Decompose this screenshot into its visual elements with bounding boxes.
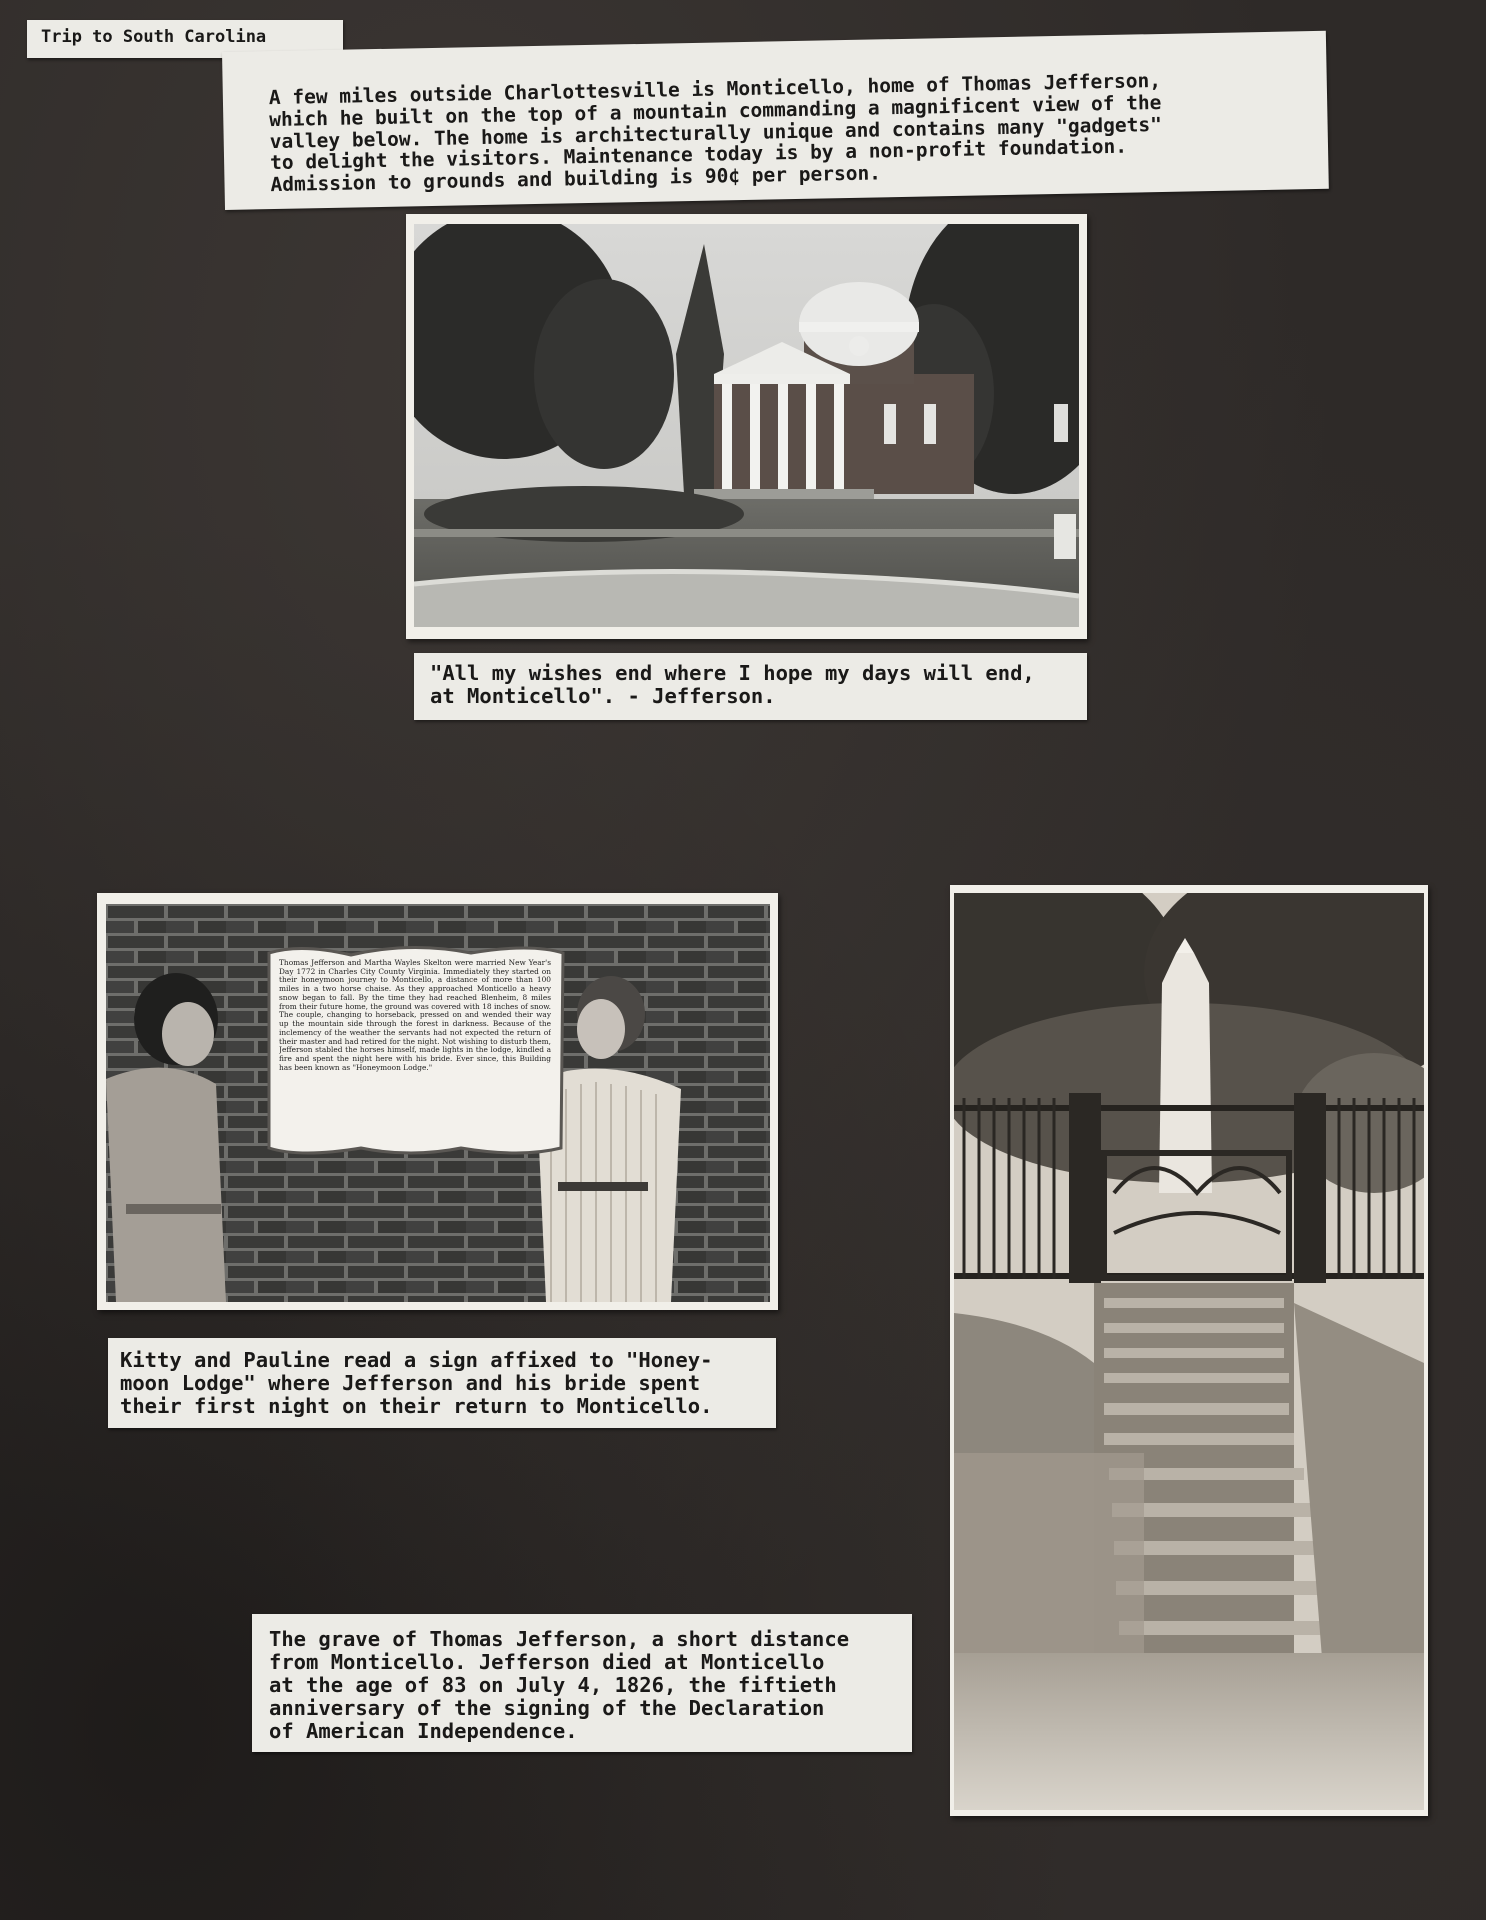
monticello-caption: "All my wishes end where I hope my days will end, at Monticello". - Jefferson. — [414, 653, 1087, 720]
monticello-house-icon — [414, 224, 1079, 627]
lodge-caption: Kitty and Pauline read a sign affixed to "Honey- moon Lodge" where Jefferson and his bride spent their first night on their return to Monticello. — [108, 1338, 776, 1428]
plaque-text: Thomas Jefferson and Martha Wayles Skelton were married New Year's Day 1772 in Charles City County Virginia. Immediately they started on their honeymoon journey to Monticello, a distance of more than 100 miles in a two horse chaise. As they approached Monticello a heavy snow began to fall. By the time they had reached Blenheim, 8 miles from their future home, the ground was covered with 18 inches of snow. The couple, changing to horseback, pressed on and wended their way up the mountain side through the forest in darkness. Because of the inclemency of the weather the servants had not expected the return of their master and had retired for the night. Not wishing to disturb them, Jefferson stabled the horses himself, made lights in the lodge, kindled a fire and spent the night here with his bride. Ever since, this Building has been known as "Honeymoon Lodge." — [279, 959, 551, 1072]
grave-caption: The grave of Thomas Jefferson, a short distance from Monticello. Jefferson died at Monticello at the age of 83 on July 4, 1826, the fiftieth anniversary of the signing of the Declaration of American Independence. — [252, 1614, 912, 1752]
obelisk-grave-icon — [954, 893, 1424, 1810]
honeymoon-lodge-photo — [97, 893, 778, 1310]
album-title-tag: Trip to South Carolina — [27, 20, 343, 58]
monticello-photo — [406, 214, 1087, 639]
intro-caption: A few miles outside Charlottesville is Monticello, home of Thomas Jefferson, which he built on the top of a mountain commanding a magnificent view of the valley below. The home is architecturally unique and contains many "gadgets" to delight the visitors. Maintenance today is by a non-profit foundation. Admission to grounds and building is 90¢ per person. — [222, 31, 1329, 210]
jefferson-grave-photo — [950, 885, 1428, 1816]
